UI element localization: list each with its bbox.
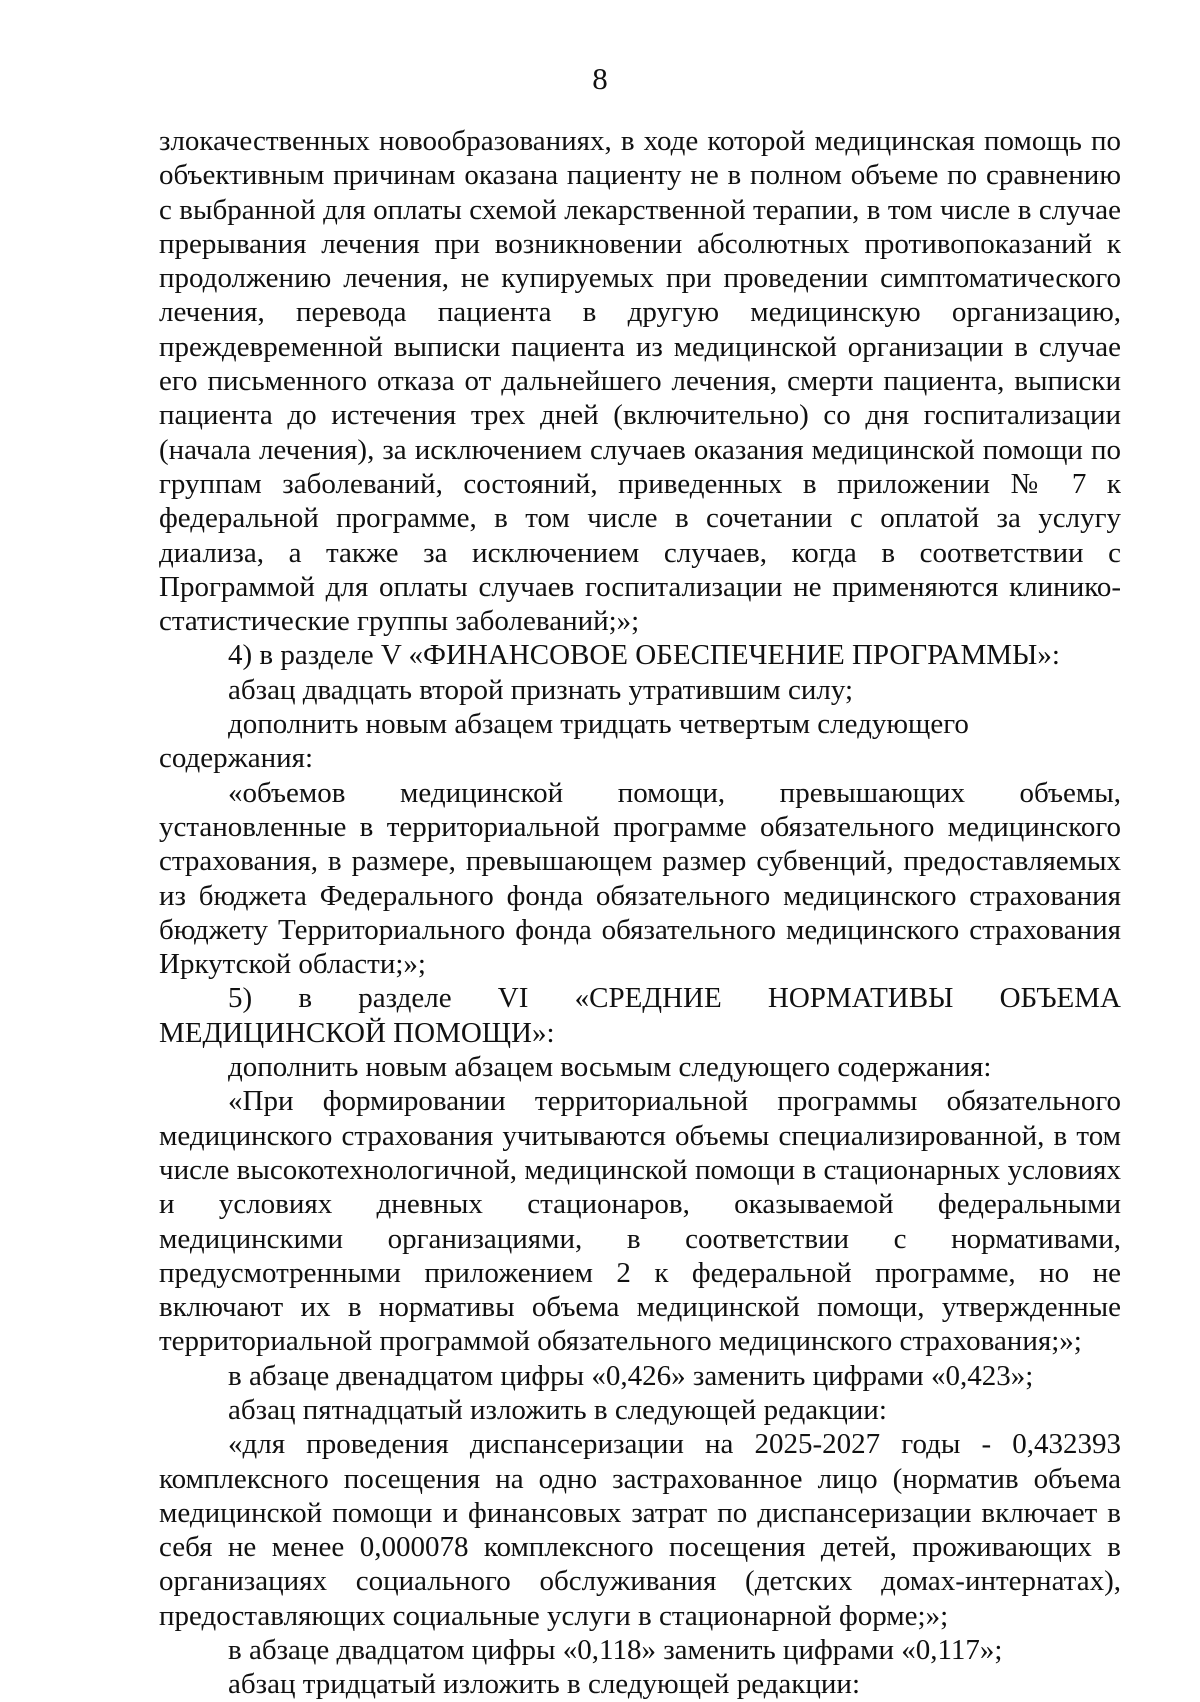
paragraph-item-4: 4) в разделе V «ФИНАНСОВОЕ ОБЕСПЕЧЕНИЕ ПРОГРАММЫ»: bbox=[228, 639, 1060, 672]
document-body bbox=[159, 124, 1121, 1702]
paragraph-quote: «При формировании территориальной программы обязательного медицинского страхования учитываются объемы специализированной, в том числе высокотехнологичной, медицинской помощи в стационарных условиях и условиях дневных стационаров, оказываемой федеральными медицинскими организациями, в соответствии с нормативами, предусмотренными приложением 2 к федеральной программе, но не включают их в нормативы объема медицинской помощи, утвержденные территориальной программой обязательного медицинского страхования;»; bbox=[159, 1085, 1121, 1358]
paragraph: абзац тридцатый изложить в следующей редакции: bbox=[228, 1668, 861, 1701]
paragraph: в абзаце двенадцатом цифры «0,426» заменить цифрами «0,423»; bbox=[228, 1359, 1034, 1392]
paragraph-quote: «для проведения диспансеризации на 2025-2027 годы - 0,432393 комплексного посещения на одно застрахованное лицо (норматив объема медицинской помощи и финансовых затрат по диспансеризации включает в себя не менее 0,000078 комплексного посещения детей, проживающих в организациях социального обслуживания (детских домах-интернатах), предоставляющих социальные услуги в стационарной форме;»; bbox=[159, 1428, 1121, 1632]
paragraph-continuation: злокачественных новообразованиях, в ходе которой медицинская помощь по объективным причинам оказана пациенту не в полном объеме по сравнению с выбранной для оплаты схемой лекарственной терапии, в том числе в случае прерывания лечения при возникновении абсолютных противопоказаний к продолжению лечения, не купируемых при проведении симптоматического лечения, перевода пациента в другую медицинскую организацию, преждевременной выписки пациента из медицинской организации в случае его письменного отказа от дальнейшего лечения, смерти пациента, выписки пациента до истечения трех дней (включительно) со дня госпитализации (начала лечения), за исключением случаев оказания медицинской помощи по группам заболеваний, состояний, приведенных в приложении № 7 к федеральной программе, в том числе в сочетании с оплатой за услугу диализа, а также за исключением случаев, когда в соответствии с Программой для оплаты случаев госпитализации не применяются клинико-статистические группы заболеваний;»; bbox=[159, 125, 1121, 638]
paragraph: абзац пятнадцатый изложить в следующей редакции: bbox=[228, 1393, 887, 1426]
paragraph: дополнить новым абзацем тридцать четвертым следующего содержания: bbox=[159, 708, 969, 775]
paragraph: в абзаце двадцатом цифры «0,118» заменить цифрами «0,117»; bbox=[228, 1634, 1003, 1667]
paragraph-quote: «объемов медицинской помощи, превышающих объемы, установленные в территориальной программе обязательного медицинского страхования, в размере, превышающем размер субвенций, предоставляемых из бюджета Федерального фонда обязательного медицинского страхования бюджету Территориального фонда обязательного медицинского страхования Иркутской области;»; bbox=[159, 776, 1121, 981]
page-number: 8 bbox=[592, 61, 608, 96]
paragraph: дополнить новым абзацем восьмым следующего содержания: bbox=[228, 1051, 992, 1084]
paragraph: абзац двадцать второй признать утратившим силу; bbox=[228, 673, 854, 706]
paragraph-item-5: 5) в разделе VI «СРЕДНИЕ НОРМАТИВЫ ОБЪЕМА МЕДИЦИНСКОЙ ПОМОЩИ»: bbox=[159, 982, 1121, 1049]
